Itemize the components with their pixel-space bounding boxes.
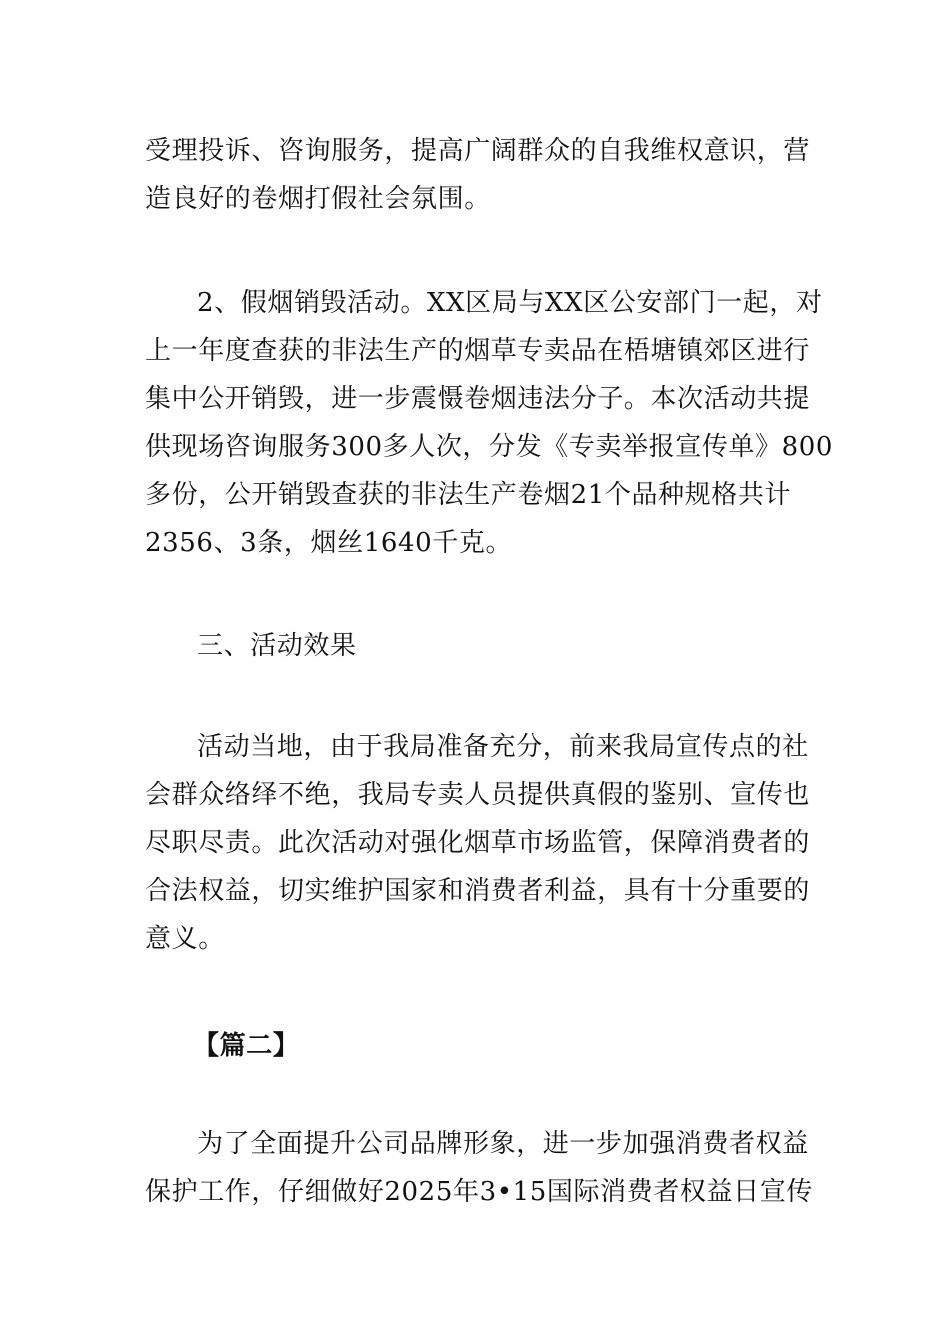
- paragraph-complaint-service: [145, 127, 810, 223]
- text-line: 2、假烟销毁活动。XX区局与XX区公安部门一起，对: [197, 288, 823, 318]
- text-line: 集中公开销毁，进一步震慑卷烟违法分子。本次活动共提: [145, 384, 811, 414]
- text-line: 2356、3条，烟丝1640千克。: [145, 528, 513, 558]
- text-line: 供现场咨询服务300多人次，分发《专卖举报宣传单》800: [145, 432, 834, 462]
- text-line: 合法权益，切实维护国家和消费者利益，具有十分重要的: [145, 876, 811, 906]
- text-line: 造良好的卷烟打假社会氛围。: [145, 184, 491, 214]
- text-line: 受理投诉、咨询服务，提高广阔群众的自我维权意识，营: [145, 136, 811, 166]
- paragraph-fake-cigarette-destruction: [145, 279, 834, 567]
- paragraph-brand-image: [145, 1120, 813, 1216]
- text-line: 尽职尽责。此次活动对强化烟草市场监管，保障消费者的: [145, 828, 811, 858]
- text-line: 多份，公开销毁查获的非法生产卷烟21个品种规格共计: [145, 480, 792, 510]
- text-line: 保护工作，仔细做好2025年3•15国际消费者权益日宣传: [145, 1177, 813, 1207]
- text-line: 会群众络绎不绝，我局专卖人员提供真假的鉴别、宣传也: [145, 780, 811, 810]
- text-line: 活动当地，由于我局准备充分，前来我局宣传点的社: [197, 732, 809, 762]
- text-line: 意义。: [145, 924, 225, 954]
- text-line: 为了全面提升公司品牌形象，进一步加强消费者权益: [197, 1129, 809, 1159]
- text-line: 上一年度查获的非法生产的烟草专卖品在梧塘镇郊区进行: [145, 336, 811, 366]
- section-heading-activity-effect: 三、活动效果: [197, 631, 357, 661]
- paragraph-activity-effect: [145, 723, 810, 963]
- section-title-part-two: 【篇二】: [193, 1031, 300, 1061]
